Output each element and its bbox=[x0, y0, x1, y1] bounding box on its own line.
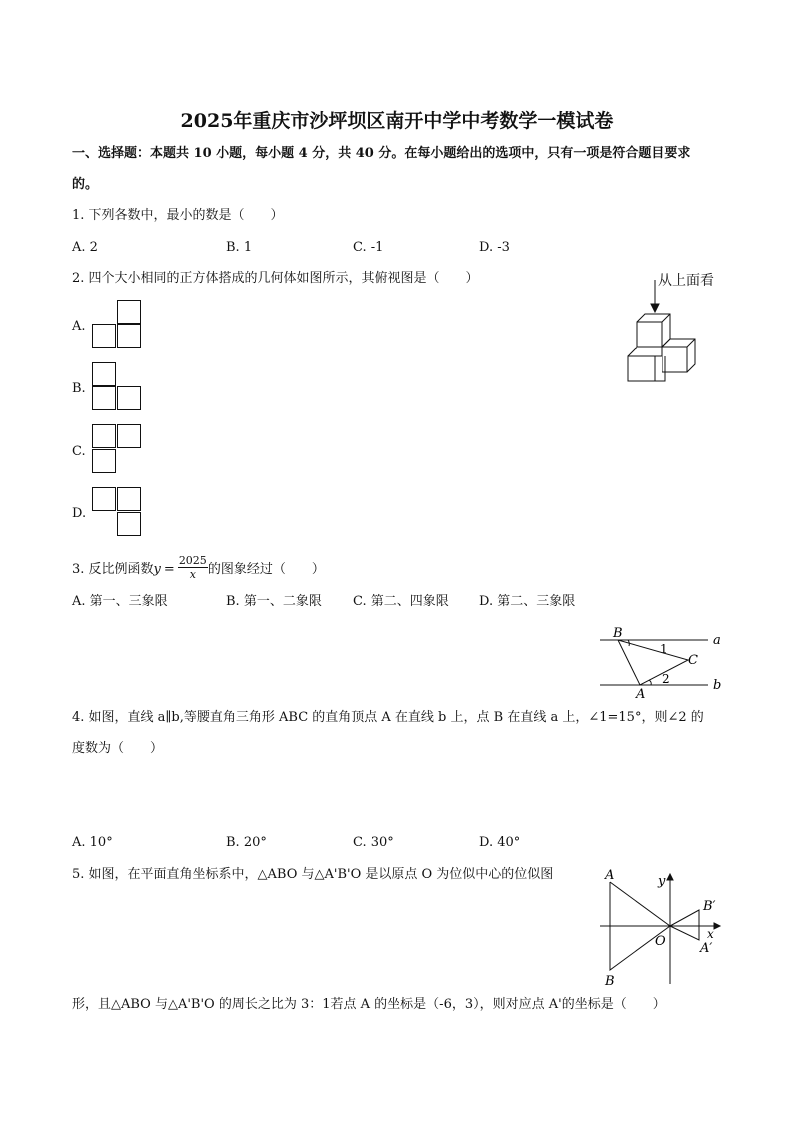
q1-option-d: D. -3 bbox=[479, 240, 510, 255]
q2-option-b: B. bbox=[72, 381, 86, 396]
q1-option-b: B. 1 bbox=[226, 240, 253, 255]
question-4-stem-cont: 度数为（ ） bbox=[72, 741, 164, 756]
q2-figure-label: 从上面看 bbox=[658, 273, 714, 289]
q5-label-B: B bbox=[605, 974, 615, 989]
q1-option-c: C. -1 bbox=[353, 240, 384, 255]
q4-label-2: 2 bbox=[662, 672, 670, 686]
page-title: 2025年重庆市沙坪坝区南开中学中考数学一模试卷 bbox=[180, 110, 614, 132]
question-5-stem: 5. 如图，在平面直角坐标系中，△ABO 与△A'B'O 是以原点 O 为位似中心的位似图 bbox=[72, 867, 554, 882]
q4-label-C: C bbox=[688, 653, 698, 668]
question-4-stem: 4. 如图，直线 a∥b,等腰直角三角形 ABC 的直角顶点 A 在直线 b 上，点 B 在直线 a 上，∠1=15°，则∠2 的 bbox=[72, 710, 704, 725]
q5-coordinate-figure bbox=[596, 866, 726, 990]
q1-option-a: A. 2 bbox=[72, 240, 98, 255]
q3-option-d: D. 第二、三象限 bbox=[479, 594, 576, 609]
q3-option-c: C. 第二、四象限 bbox=[353, 594, 449, 609]
q5-label-A: A bbox=[605, 868, 615, 883]
q2-cubes-figure bbox=[620, 276, 710, 386]
q3-option-b: B. 第一、二象限 bbox=[226, 594, 322, 609]
q4-option-d: D. 40° bbox=[479, 835, 521, 850]
q4-option-c: C. 30° bbox=[353, 835, 394, 850]
q4-label-A: A bbox=[636, 687, 646, 700]
q2-option-a: A. bbox=[72, 319, 86, 334]
q5-label-y: y bbox=[658, 874, 666, 889]
section-header: 一、选择题：本题共 10 小题，每小题 4 分，共 40 分。在每小题给出的选项中，只有一项是符合题目要求 bbox=[72, 146, 691, 161]
question-2-stem: 2. 四个大小相同的正方体搭成的几何体如图所示，其俯视图是（ ） bbox=[72, 271, 479, 286]
q4-label-a: a bbox=[713, 633, 721, 648]
q4-option-b: B. 20° bbox=[226, 835, 267, 850]
q4-geometry-figure bbox=[596, 624, 726, 700]
q3-option-a: A. 第一、三象限 bbox=[72, 594, 168, 609]
q5-label-x: x bbox=[707, 927, 714, 941]
section-header-cont: 的。 bbox=[72, 177, 99, 192]
q4-option-a: A. 10° bbox=[72, 835, 113, 850]
question-3-stem: 3. 反比例函数y = $\frac{2025}{x}$ 的图象经过（ ） bbox=[72, 554, 325, 581]
q5-label-O: O bbox=[655, 934, 666, 949]
q4-label-B: B bbox=[613, 626, 623, 641]
q2-option-c: C. bbox=[72, 444, 86, 459]
question-5-stem-cont: 形，且△ABO 与△A'B'O 的周长之比为 3：1若点 A 的坐标是（-6，3），则对应点 A'的坐标是（ ） bbox=[72, 997, 666, 1012]
question-1-stem: 1. 下列各数中，最小的数是（ ） bbox=[72, 208, 284, 223]
q5-label-Bp: B′ bbox=[703, 899, 716, 914]
q5-label-Ap: A′ bbox=[700, 941, 713, 956]
q2-option-d: D. bbox=[72, 506, 87, 521]
q4-label-1: 1 bbox=[660, 642, 668, 656]
q4-label-b: b bbox=[713, 678, 722, 693]
